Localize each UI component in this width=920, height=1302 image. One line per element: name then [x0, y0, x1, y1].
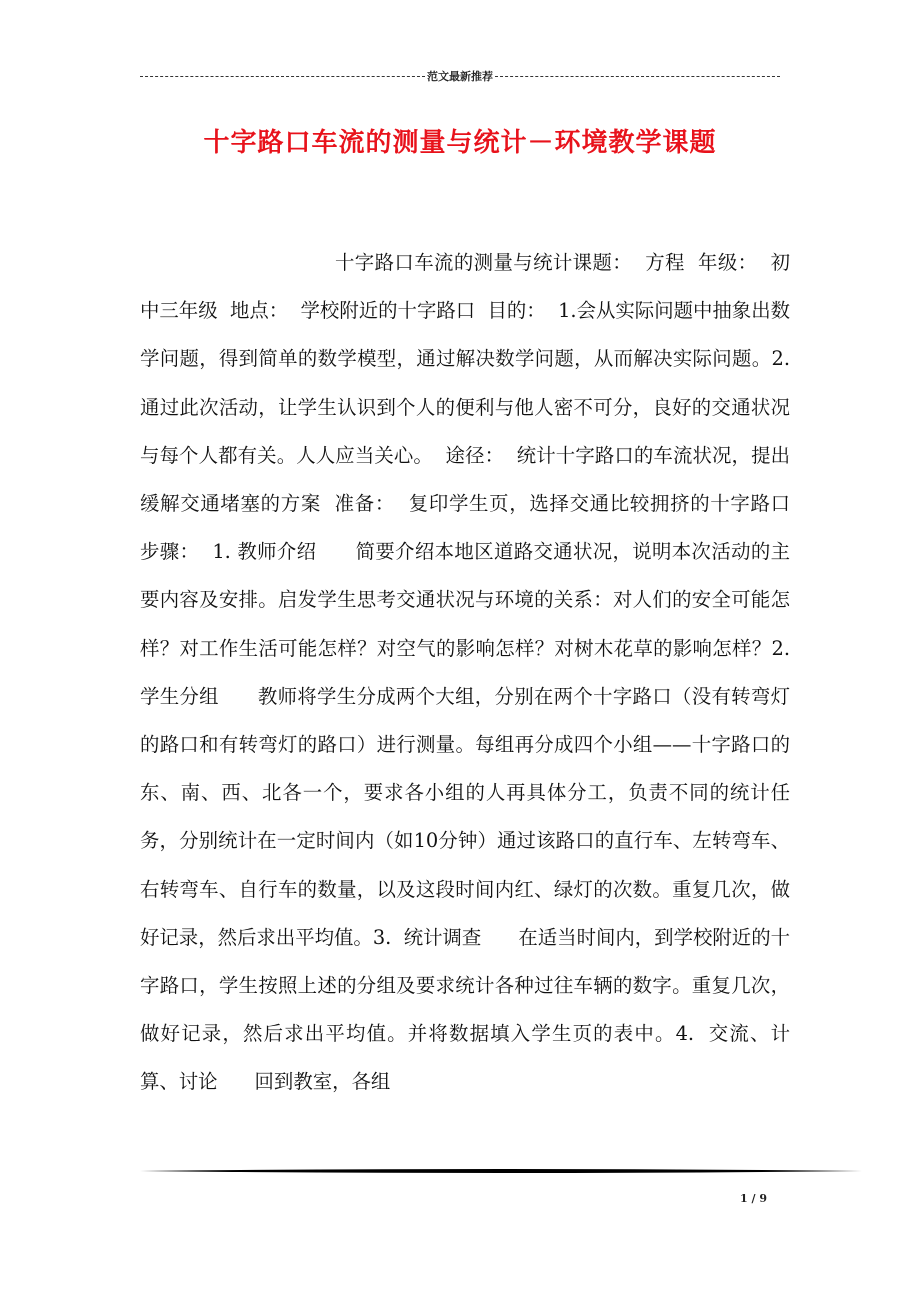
page-number: 1 / 9	[740, 1192, 767, 1205]
page-header	[140, 68, 780, 84]
header-label: 范文最新推荐	[427, 70, 493, 83]
header-dashes-left	[140, 76, 425, 77]
footer-rule-graphic	[140, 1168, 862, 1174]
document-body: 十字路口车流的测量与统计课题： 方程 年级： 初中三年级 地点： 学校附近的十字路口 目的： 1.会从实际问题中抽象出数学问题，得到简单的数学模型，通过解决数学问题，从而解决实际问题。2.通过此次活动，让学生认识到个人的便利与他人密不可分，良好的交通状况与每个人都有关。人人应当关心。 途径： 统计十字路口的车流状况，提出缓解交通堵塞的方案 准备： 复印学生页，选择交通比较拥挤的十字路口 步骤： 1. 教师介绍 简要介绍本地区道路交通状况，说明本次活动的主要内容及安排。启发学生思考交通状况与环境的关系：对人们的安全可能怎样？对工作生活可能怎样？对空气的影响怎样？对树木花草的影响怎样？2. 学生分组 教师将学生分成两个大组，分别在两个十字路口（没有转弯灯的路口和有转弯灯的路口）进行测量。每组再分成四个小组——十字路口的东、南、西、北各一个，要求各小组的人再具体分工，负责不同的统计任务，分别统计在一定时间内（如10分钟）通过该路口的直行车、左转弯车、右转弯车、自行车的数量，以及这段时间内红、绿灯的次数。重复几次，做好记录，然后求出平均值。3. 统计调查 在适当时间内，到学校附近的十字路口，学生按照上述的分组及要求统计各种过往车辆的数字。重复几次，做好记录，然后求出平均值。并将数据填入学生页的表中。4. 交流、计算、讨论 回到教室，各组	[140, 251, 803, 1094]
document-title: 十字路口车流的测量与统计－环境教学课题	[203, 128, 717, 158]
header-dashes-right	[495, 76, 780, 77]
footer-rule	[140, 1168, 862, 1174]
